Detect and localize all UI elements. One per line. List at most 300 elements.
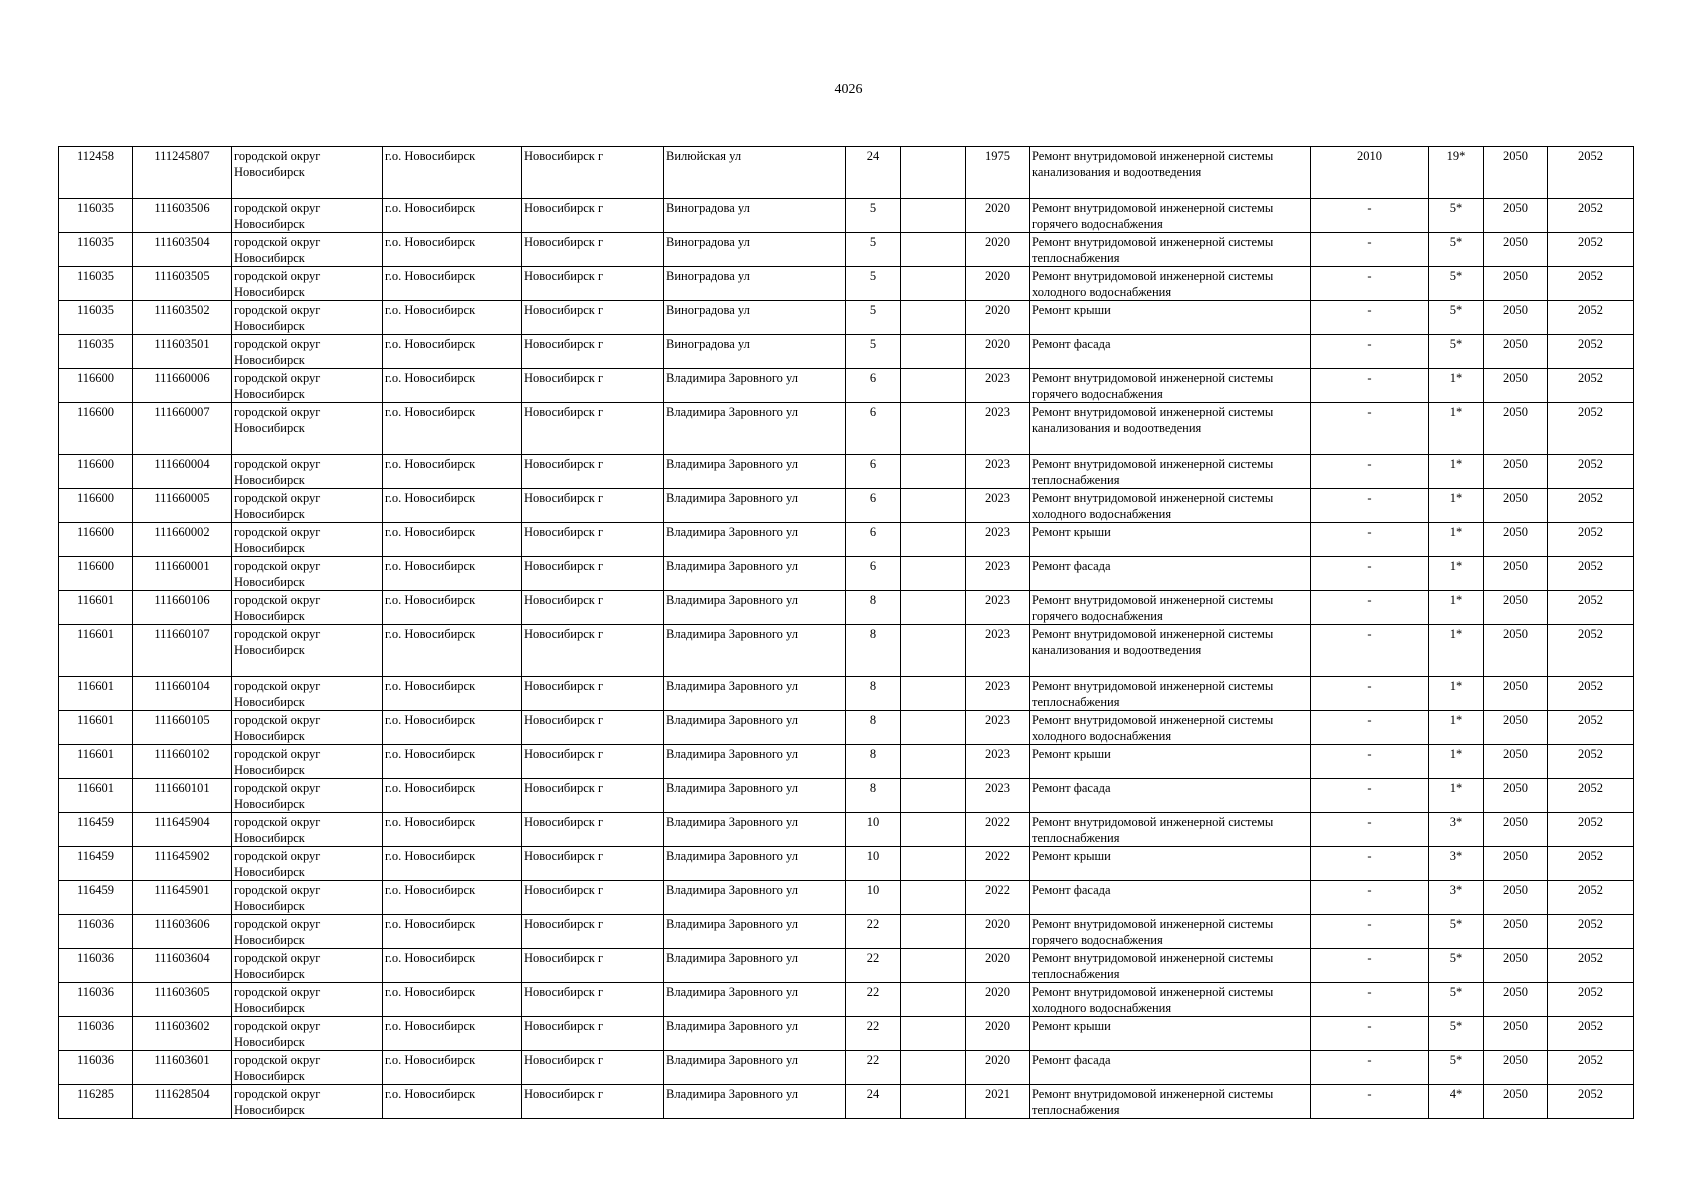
cell-district: г.о. Новосибирск [383,779,522,813]
cell-building [901,677,966,711]
cell-build-year: 2021 [966,1085,1030,1119]
cell-building [901,881,966,915]
cell-house-id: 116601 [59,591,133,625]
cell-work-type: Ремонт внутридомовой инженерной системы горячего водоснабжения [1030,369,1311,403]
cell-building [901,1017,966,1051]
cell-building [901,745,966,779]
cell-district: г.о. Новосибирск [383,147,522,199]
cell-build-year: 2023 [966,489,1030,523]
cell-house-id: 116036 [59,983,133,1017]
cell-street: Владимира Заровного ул [664,915,846,949]
cell-work-id: 111603606 [133,915,232,949]
cell-work-type: Ремонт фасада [1030,557,1311,591]
cell-house-id: 116601 [59,745,133,779]
cell-plan-end-year: 2052 [1548,199,1634,233]
cell-plan-start-year: 2050 [1484,301,1548,335]
cell-plan-start-year: 2050 [1484,267,1548,301]
cell-street: Вилюйская ул [664,147,846,199]
cell-house-number: 8 [846,745,901,779]
cell-building [901,1051,966,1085]
cell-plan-end-year: 2052 [1548,557,1634,591]
cell-plan-start-year: 2050 [1484,847,1548,881]
cell-district: г.о. Новосибирск [383,301,522,335]
cell-plan-end-year: 2052 [1548,1085,1634,1119]
cell-build-year: 2023 [966,779,1030,813]
cell-municipality: городской округ Новосибирск [232,779,383,813]
cell-work-type: Ремонт крыши [1030,847,1311,881]
cell-build-year: 2020 [966,1051,1030,1085]
cell-building [901,557,966,591]
cell-plan-end-year: 2052 [1548,779,1634,813]
cell-plan-end-year: 2052 [1548,301,1634,335]
cell-last-repair-year: - [1311,369,1429,403]
cell-house-number: 22 [846,915,901,949]
cell-house-number: 22 [846,1017,901,1051]
cell-street: Владимира Заровного ул [664,591,846,625]
cell-plan-end-year: 2052 [1548,403,1634,455]
cell-build-year: 2023 [966,591,1030,625]
cell-build-year: 2020 [966,949,1030,983]
cell-last-repair-year: - [1311,1051,1429,1085]
cell-work-id: 111603502 [133,301,232,335]
cell-last-repair-year: - [1311,301,1429,335]
cell-city: Новосибирск г [522,847,664,881]
cell-work-id: 111645902 [133,847,232,881]
cell-ranking: 1* [1429,745,1484,779]
cell-municipality: городской округ Новосибирск [232,403,383,455]
cell-build-year: 1975 [966,147,1030,199]
cell-work-id: 111245807 [133,147,232,199]
cell-ranking: 1* [1429,677,1484,711]
cell-work-id: 111660005 [133,489,232,523]
cell-work-id: 111603504 [133,233,232,267]
cell-municipality: городской округ Новосибирск [232,677,383,711]
cell-work-id: 111645901 [133,881,232,915]
cell-municipality: городской округ Новосибирск [232,711,383,745]
cell-house-number: 10 [846,881,901,915]
cell-building [901,455,966,489]
cell-plan-start-year: 2050 [1484,147,1548,199]
cell-building [901,949,966,983]
cell-house-id: 116036 [59,915,133,949]
cell-municipality: городской округ Новосибирск [232,233,383,267]
cell-house-id: 116285 [59,1085,133,1119]
cell-plan-start-year: 2050 [1484,625,1548,677]
cell-house-id: 116035 [59,267,133,301]
cell-plan-start-year: 2050 [1484,523,1548,557]
table-row [59,147,1634,199]
cell-city: Новосибирск г [522,335,664,369]
cell-last-repair-year: 2010 [1311,147,1429,199]
cell-plan-start-year: 2050 [1484,369,1548,403]
cell-municipality: городской округ Новосибирск [232,591,383,625]
cell-plan-end-year: 2052 [1548,233,1634,267]
cell-plan-start-year: 2050 [1484,1017,1548,1051]
cell-last-repair-year: - [1311,983,1429,1017]
cell-street: Владимира Заровного ул [664,779,846,813]
table-row [59,369,1634,403]
cell-street: Владимира Заровного ул [664,813,846,847]
cell-last-repair-year: - [1311,455,1429,489]
cell-plan-end-year: 2052 [1548,813,1634,847]
cell-district: г.о. Новосибирск [383,233,522,267]
cell-last-repair-year: - [1311,711,1429,745]
cell-last-repair-year: - [1311,233,1429,267]
cell-work-type: Ремонт внутридомовой инженерной системы холодного водоснабжения [1030,983,1311,1017]
cell-district: г.о. Новосибирск [383,335,522,369]
cell-plan-start-year: 2050 [1484,557,1548,591]
cell-city: Новосибирск г [522,455,664,489]
table-row [59,455,1634,489]
cell-house-number: 10 [846,813,901,847]
cell-house-number: 5 [846,233,901,267]
cell-house-number: 6 [846,489,901,523]
table-row [59,591,1634,625]
repair-registry-table [58,146,1634,1119]
cell-plan-start-year: 2050 [1484,1085,1548,1119]
table-row [59,881,1634,915]
cell-house-id: 116035 [59,199,133,233]
cell-city: Новосибирск г [522,915,664,949]
cell-build-year: 2022 [966,847,1030,881]
table-row [59,267,1634,301]
cell-district: г.о. Новосибирск [383,625,522,677]
cell-work-type: Ремонт фасада [1030,335,1311,369]
cell-build-year: 2023 [966,403,1030,455]
cell-house-id: 116035 [59,301,133,335]
cell-municipality: городской округ Новосибирск [232,1017,383,1051]
cell-last-repair-year: - [1311,489,1429,523]
table-row [59,983,1634,1017]
cell-city: Новосибирск г [522,199,664,233]
cell-work-id: 111603605 [133,983,232,1017]
cell-city: Новосибирск г [522,591,664,625]
cell-work-id: 111660004 [133,455,232,489]
cell-plan-end-year: 2052 [1548,455,1634,489]
cell-district: г.о. Новосибирск [383,455,522,489]
cell-work-type: Ремонт внутридомовой инженерной системы канализования и водоотведения [1030,625,1311,677]
cell-work-id: 111603505 [133,267,232,301]
cell-city: Новосибирск г [522,1051,664,1085]
cell-plan-start-year: 2050 [1484,677,1548,711]
cell-work-type: Ремонт внутридомовой инженерной системы теплоснабжения [1030,677,1311,711]
cell-plan-start-year: 2050 [1484,591,1548,625]
cell-municipality: городской округ Новосибирск [232,983,383,1017]
cell-work-type: Ремонт внутридомовой инженерной системы холодного водоснабжения [1030,267,1311,301]
cell-district: г.о. Новосибирск [383,1051,522,1085]
cell-build-year: 2023 [966,677,1030,711]
cell-plan-end-year: 2052 [1548,335,1634,369]
cell-house-number: 6 [846,403,901,455]
cell-district: г.о. Новосибирск [383,591,522,625]
cell-ranking: 4* [1429,1085,1484,1119]
cell-city: Новосибирск г [522,745,664,779]
cell-building [901,591,966,625]
table-row [59,335,1634,369]
cell-street: Владимира Заровного ул [664,557,846,591]
table-row [59,745,1634,779]
cell-ranking: 5* [1429,915,1484,949]
cell-work-id: 111660104 [133,677,232,711]
cell-municipality: городской округ Новосибирск [232,523,383,557]
cell-work-type: Ремонт крыши [1030,745,1311,779]
cell-work-type: Ремонт внутридомовой инженерной системы теплоснабжения [1030,233,1311,267]
cell-ranking: 3* [1429,813,1484,847]
cell-last-repair-year: - [1311,779,1429,813]
cell-ranking: 1* [1429,557,1484,591]
cell-house-number: 8 [846,625,901,677]
cell-work-type: Ремонт внутридомовой инженерной системы горячего водоснабжения [1030,591,1311,625]
cell-street: Владимира Заровного ул [664,523,846,557]
cell-build-year: 2020 [966,233,1030,267]
cell-plan-start-year: 2050 [1484,983,1548,1017]
cell-building [901,147,966,199]
cell-ranking: 1* [1429,779,1484,813]
cell-plan-end-year: 2052 [1548,983,1634,1017]
cell-municipality: городской округ Новосибирск [232,745,383,779]
cell-work-type: Ремонт внутридомовой инженерной системы теплоснабжения [1030,813,1311,847]
cell-building [901,233,966,267]
cell-work-type: Ремонт крыши [1030,301,1311,335]
cell-plan-end-year: 2052 [1548,1051,1634,1085]
cell-house-id: 116600 [59,369,133,403]
cell-city: Новосибирск г [522,881,664,915]
cell-build-year: 2023 [966,523,1030,557]
cell-district: г.о. Новосибирск [383,557,522,591]
cell-work-id: 111603601 [133,1051,232,1085]
cell-municipality: городской округ Новосибирск [232,557,383,591]
cell-ranking: 3* [1429,881,1484,915]
cell-build-year: 2023 [966,711,1030,745]
cell-district: г.о. Новосибирск [383,267,522,301]
cell-city: Новосибирск г [522,523,664,557]
cell-ranking: 1* [1429,625,1484,677]
cell-house-id: 112458 [59,147,133,199]
cell-street: Владимира Заровного ул [664,677,846,711]
cell-house-number: 8 [846,779,901,813]
cell-street: Владимира Заровного ул [664,847,846,881]
cell-ranking: 5* [1429,233,1484,267]
cell-house-id: 116035 [59,335,133,369]
cell-building [901,779,966,813]
cell-last-repair-year: - [1311,523,1429,557]
cell-district: г.о. Новосибирск [383,677,522,711]
cell-district: г.о. Новосибирск [383,847,522,881]
cell-district: г.о. Новосибирск [383,711,522,745]
cell-house-number: 5 [846,199,901,233]
cell-plan-end-year: 2052 [1548,147,1634,199]
cell-street: Владимира Заровного ул [664,369,846,403]
cell-city: Новосибирск г [522,233,664,267]
table-row [59,301,1634,335]
cell-ranking: 5* [1429,335,1484,369]
cell-municipality: городской округ Новосибирск [232,915,383,949]
cell-plan-start-year: 2050 [1484,335,1548,369]
cell-ranking: 1* [1429,489,1484,523]
table-body [59,147,1634,1119]
cell-city: Новосибирск г [522,949,664,983]
cell-municipality: городской округ Новосибирск [232,881,383,915]
cell-plan-start-year: 2050 [1484,489,1548,523]
cell-work-id: 111603506 [133,199,232,233]
cell-last-repair-year: - [1311,949,1429,983]
cell-ranking: 3* [1429,847,1484,881]
table-row [59,1085,1634,1119]
cell-house-number: 24 [846,147,901,199]
cell-district: г.о. Новосибирск [383,523,522,557]
cell-work-type: Ремонт фасада [1030,1051,1311,1085]
cell-build-year: 2020 [966,199,1030,233]
table-row [59,523,1634,557]
cell-plan-end-year: 2052 [1548,915,1634,949]
cell-house-id: 116600 [59,557,133,591]
cell-building [901,711,966,745]
cell-work-type: Ремонт фасада [1030,779,1311,813]
cell-street: Владимира Заровного ул [664,1085,846,1119]
cell-plan-start-year: 2050 [1484,199,1548,233]
cell-work-id: 111660106 [133,591,232,625]
cell-ranking: 5* [1429,1017,1484,1051]
cell-building [901,915,966,949]
cell-build-year: 2020 [966,267,1030,301]
cell-municipality: городской округ Новосибирск [232,455,383,489]
cell-house-number: 5 [846,335,901,369]
cell-plan-start-year: 2050 [1484,403,1548,455]
cell-house-id: 116036 [59,949,133,983]
cell-house-number: 22 [846,949,901,983]
cell-work-type: Ремонт внутридомовой инженерной системы канализования и водоотведения [1030,403,1311,455]
cell-street: Владимира Заровного ул [664,489,846,523]
cell-house-id: 116036 [59,1017,133,1051]
cell-municipality: городской округ Новосибирск [232,267,383,301]
cell-district: г.о. Новосибирск [383,813,522,847]
cell-ranking: 5* [1429,949,1484,983]
cell-building [901,983,966,1017]
table-row [59,711,1634,745]
cell-city: Новосибирск г [522,983,664,1017]
cell-plan-end-year: 2052 [1548,881,1634,915]
cell-build-year: 2022 [966,813,1030,847]
cell-plan-start-year: 2050 [1484,813,1548,847]
cell-ranking: 1* [1429,591,1484,625]
cell-building [901,489,966,523]
cell-work-id: 111660107 [133,625,232,677]
cell-last-repair-year: - [1311,745,1429,779]
cell-city: Новосибирск г [522,369,664,403]
cell-last-repair-year: - [1311,847,1429,881]
cell-street: Виноградова ул [664,335,846,369]
cell-last-repair-year: - [1311,403,1429,455]
cell-house-id: 116036 [59,1051,133,1085]
cell-house-id: 116601 [59,711,133,745]
table-row [59,677,1634,711]
cell-city: Новосибирск г [522,1085,664,1119]
cell-house-number: 6 [846,557,901,591]
cell-district: г.о. Новосибирск [383,199,522,233]
cell-ranking: 1* [1429,369,1484,403]
cell-building [901,335,966,369]
cell-work-type: Ремонт фасада [1030,881,1311,915]
cell-municipality: городской округ Новосибирск [232,1051,383,1085]
cell-work-id: 111645904 [133,813,232,847]
cell-municipality: городской округ Новосибирск [232,199,383,233]
cell-work-id: 111603604 [133,949,232,983]
cell-ranking: 5* [1429,199,1484,233]
cell-house-id: 116459 [59,813,133,847]
cell-work-type: Ремонт внутридомовой инженерной системы холодного водоснабжения [1030,489,1311,523]
cell-house-id: 116601 [59,779,133,813]
cell-city: Новосибирск г [522,267,664,301]
cell-plan-end-year: 2052 [1548,847,1634,881]
cell-work-type: Ремонт внутридомовой инженерной системы горячего водоснабжения [1030,199,1311,233]
cell-work-id: 111660007 [133,403,232,455]
cell-building [901,847,966,881]
cell-last-repair-year: - [1311,335,1429,369]
cell-last-repair-year: - [1311,813,1429,847]
cell-street: Владимира Заровного ул [664,983,846,1017]
cell-house-number: 6 [846,369,901,403]
page-number: 4026 [834,82,863,97]
cell-street: Владимира Заровного ул [664,745,846,779]
cell-work-id: 111603602 [133,1017,232,1051]
cell-plan-start-year: 2050 [1484,233,1548,267]
table-row [59,915,1634,949]
cell-work-id: 111660101 [133,779,232,813]
cell-building [901,301,966,335]
cell-house-id: 116601 [59,677,133,711]
cell-municipality: городской округ Новосибирск [232,1085,383,1119]
table-row [59,949,1634,983]
cell-street: Владимира Заровного ул [664,625,846,677]
cell-plan-start-year: 2050 [1484,455,1548,489]
cell-work-id: 111660001 [133,557,232,591]
cell-plan-end-year: 2052 [1548,267,1634,301]
cell-street: Виноградова ул [664,267,846,301]
cell-city: Новосибирск г [522,301,664,335]
cell-city: Новосибирск г [522,557,664,591]
cell-ranking: 1* [1429,523,1484,557]
cell-plan-start-year: 2050 [1484,1051,1548,1085]
cell-work-type: Ремонт крыши [1030,523,1311,557]
cell-house-number: 5 [846,301,901,335]
cell-district: г.о. Новосибирск [383,489,522,523]
cell-street: Владимира Заровного ул [664,1017,846,1051]
cell-plan-end-year: 2052 [1548,1017,1634,1051]
cell-build-year: 2020 [966,301,1030,335]
cell-plan-start-year: 2050 [1484,711,1548,745]
table-row [59,625,1634,677]
cell-build-year: 2023 [966,745,1030,779]
cell-build-year: 2023 [966,557,1030,591]
cell-building [901,267,966,301]
table-row [59,813,1634,847]
cell-street: Владимира Заровного ул [664,949,846,983]
table-row [59,847,1634,881]
cell-street: Виноградова ул [664,233,846,267]
cell-municipality: городской округ Новосибирск [232,335,383,369]
cell-work-id: 111660105 [133,711,232,745]
cell-district: г.о. Новосибирск [383,403,522,455]
cell-work-type: Ремонт внутридомовой инженерной системы теплоснабжения [1030,455,1311,489]
cell-street: Виноградова ул [664,199,846,233]
cell-house-id: 116601 [59,625,133,677]
cell-plan-start-year: 2050 [1484,881,1548,915]
cell-house-number: 8 [846,591,901,625]
cell-work-id: 111660006 [133,369,232,403]
cell-work-id: 111660102 [133,745,232,779]
cell-build-year: 2022 [966,881,1030,915]
cell-municipality: городской округ Новосибирск [232,847,383,881]
